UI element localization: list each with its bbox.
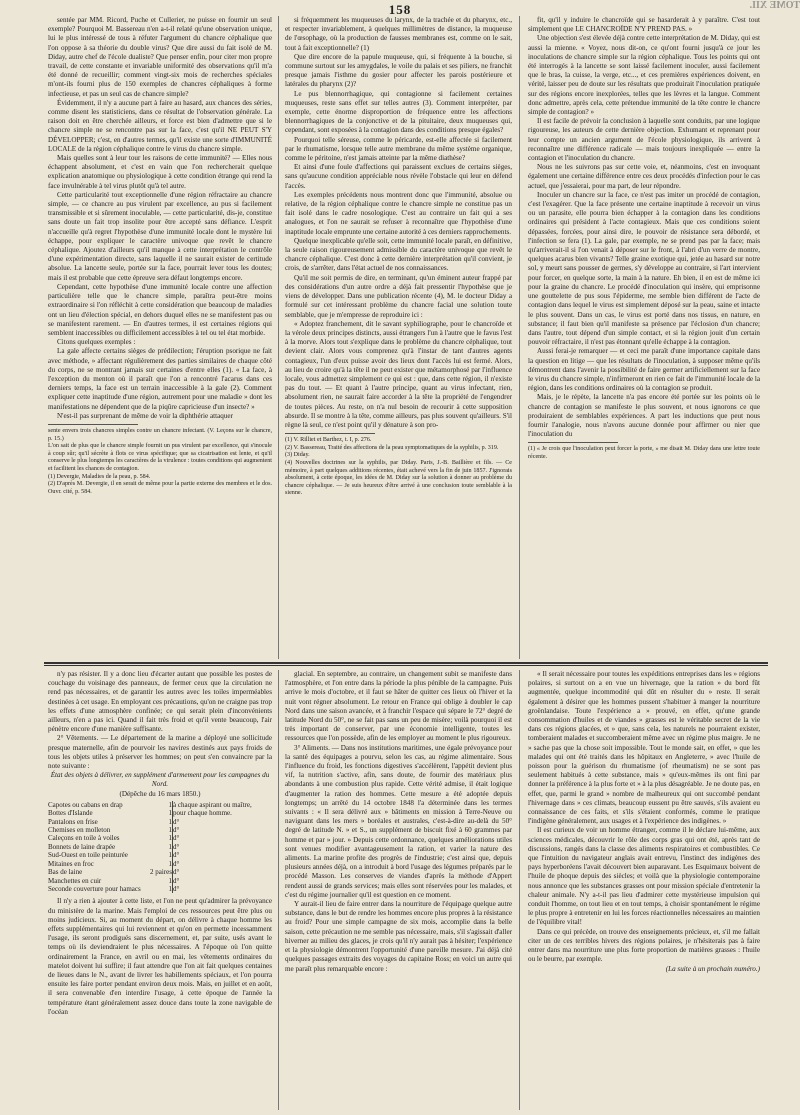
paragraph: sentée par MM. Ricord, Puche et Cullerier, ne puisse en fournir un seul exemple? Pourquoi M. Bassereau n'en a-t-il relaté qu'une observation unique, lui le plus intéressé de tous à réfuter l'argument du chancre céphalique que l'on oppose à sa théorie du double virus? Que dire aussi du fait isolé de M. Diday, autre chef de l'école dualiste? Que penser enfin, pour citer mon propre travail, de cette constante et invariable uniformité des observations qu'il m'a été donné de recueillir; comment vingt-six mois de recherches spéciales m'ont-ils fourni plus de 150 exemples de chancres céphaliques à forme infectieuse, et pas un seul cas de chancre simple?: [48, 16, 272, 98]
paragraph: Citons quelques exemples :: [57, 338, 136, 347]
item-note: d°: [173, 851, 273, 859]
item-name: Mitaines en froc: [48, 859, 94, 868]
paragraph: Dans ce qui précède, on trouve des enseignements précieux, et, s'il me fallait citer un de ces terribles hivers des régions polaires, je n'hésiterais pas à faire entrer dans ma nourriture une plus forte proportion de matières grasses : l'huile ou le beurre, par exemple.: [528, 927, 760, 964]
item-name: Caleçons en toile à voiles: [48, 834, 120, 843]
item-note: d°: [173, 834, 273, 842]
item-note: d°: [173, 843, 273, 851]
paragraph: Nous ne les suivrons pas sur cette voie, et, néanmoins, c'est en invoquant également une certaine différence entre ces deux procédés d'infection pour le cas actuel, que j'essaierai, pour ma part, de leur répondre.: [528, 163, 760, 190]
table-row: [48, 851, 272, 859]
paragraph: (1) V. Rilliet et Barthez, t. I, p. 276.: [285, 437, 372, 444]
bottom-col2-text: [285, 670, 512, 974]
table-row: [48, 809, 272, 817]
paragraph: Une objection s'est élevée déjà contre cette interprétation de M. Diday, qui est aussi la mienne. « Voyez, nous dit-on, ce qu'ont fourni jusqu'à ce jour les inoculations de chancre simple sur la région céphalique. Tous les points qui ont été interrogés à la lancette se sont laissé facilement inoculer, aussi facilement que le bras, la cuisse, la verge, etc..., et ces premières expériences doivent, en vérité, laisser peu de doute sur les résultats que produirait l'inoculation pratiquée sur des régions encore inexplorées, telles que les lèvres et la langue. Comment donc admettre, après cela, cette prétendue immunité de la tête contre le chancre simple de contagion? »: [528, 34, 760, 117]
paragraph: (2) D'après M. Devergie, il en serait de même pour la partie externe des membres et le dos. Ouvr. cité, p. 584.: [48, 481, 272, 495]
item-name: Bonnets de laine drapée: [48, 842, 116, 851]
table-row: [48, 843, 272, 851]
supply-table: [48, 801, 272, 893]
item-quantity: 1: [168, 876, 172, 885]
top-col2-footnotes: [285, 437, 512, 498]
table-row: [48, 877, 272, 885]
column-divider: [519, 16, 520, 659]
paragraph: (1) « Je crois que l'inoculation peut forcer la porte, » me disait M. Diday dans une lettre toute récente.: [528, 446, 760, 460]
paragraph: Qu'il me soit permis de dire, en terminant, qu'un éminent auteur frappé par des considérations d'un autre ordre a déjà fait pressentir l'hypothèse que je viens de développer. Dans une publication récente (4), M. le docteur Diday a formulé sur cet intéressant problème du chancre facial une solution toute semblable, que je m'empresse de reproduire ici :: [285, 273, 512, 319]
footnote-rule: [285, 433, 375, 434]
table-title: État des objets à délivrer, en supplément d'armement pour les campagnes du Nord.: [50, 771, 270, 789]
paragraph: (2) V. Bassereau, Traité des affections de la peau symptomatiques de la syphilis, p. 319.: [285, 444, 499, 451]
top-column-3: [528, 16, 760, 659]
paragraph: Cette particularité tout exceptionnelle d'une région réfractaire au chancre simple, — ce chancre au pus virulent par excellence, au pus si facilement transmissible et si sûrement inoculable, — cette particularité, dis-je, constitue sans doute un fait trop insolite pour être accepté sans défiance. L'esprit n'accueille qu'à regret l'hypothèse d'une immunité locale dont le mystère lui échappe, pour expliquer le caractère univoque que revêt le chancre céphalique. Ajoutez d'ailleurs qu'il manque à cette interprétation le contrôle d'une expérimentation directe, sans laquelle il ne saurait exister de certitude absolue. La lancette seule, portée sur la face, pourrait lever tous les doutes; mais il est probable que cette épreuve sera défaut longtemps encore.: [48, 190, 272, 282]
item-quantity: 1: [168, 817, 172, 826]
item-name: Bottes d'Islande: [48, 809, 93, 818]
item-quantity: 1: [168, 800, 172, 809]
item-note: d°: [173, 868, 273, 876]
top-col1-footnotes: [48, 428, 272, 496]
page-number: 158: [388, 2, 412, 17]
item-quantity: 1: [168, 809, 172, 818]
paragraph: 2° Vêtements. — Le département de la marine a déployé une sollicitude presque maternelle, afin de pourvoir les navires destinés aux pays froids de tous les objets utiles à préserver les hommes; on peut s'en convaincre par la note suivante :: [48, 734, 272, 771]
paragraph: « Adoptez franchement, dit le savant syphiliographe, pour le chancroïde et la vérole deux principes distincts, aussi étrangers l'un à l'autre que le favus l'est à la morve. Alors tout s'explique dans le problème du chancre céphalique, tout devient clair. Alors vous comprenez qu'à l'instar de tant d'autres agents contagieux, l'un d'eux puisse avoir des lieux dont l'accès lui est fermé. Alors, au lieu de croire qu'à la tête il ne peut exister que métamorphosé par l'influence locale, vous admettez simplement ce qui est : que, dans cette région, il n'existe pas du tout. — Et quant à l'autre principe, quant au virus infectant, rien, absolument rien, ne saurait faire accorder à la tête la propriété de l'engendrer de toutes pièces. Au reste, on n'a nul besoin de recourir à cette supposition absurde. Il se montre à la tête, comme ailleurs, pas plus souvent qu'ailleurs. S'il règne là seul, ce n'est point qu'il y dénature à son pro-: [285, 319, 512, 429]
item-note: d°: [173, 826, 273, 834]
paragraph: Mais, je le répète, la lancette n'a pas encore été portée sur les points où le chancre de contagion se manifeste le plus souvent, et nous ignorons ce que produiraient de semblables expériences. A part les inductions que peut nous fournir l'analogie, nous n'avons aucune donnée pour affirmer ou nier que l'inoculation du: [528, 393, 760, 439]
paragraph: Inoculer un chancre sur la face, ce n'est pas imiter un procédé de contagion, c'est l'exagérer. Que la face présente une certaine inaptitude à recevoir un virus ou un parasite, elle pourra bien échapper à la contagion dans les conditions ordinaires qui président à l'acte contagieux. Mais que ces conditions soient dépassées, forcées, pour ainsi dire, le pouvoir de résistance sera débordé, et l'infection se fera (1). La gale, par exemple, ne se prend pas par la face; mais qu'arriverait-il si l'on venait à déposer sur le front, à l'abri d'un verre de montre, quelques acarus bien vivants? Telle graine exotique qui, jetée au hasard sur notre sol, y meurt sans pousser de germes, s'y développe au contraire, si l'art intervient pour forcer, en quelque sorte, la main à la nature. Eh bien, il en est de même ici pour la graine du chancre. Le procédé d'inoculation qui insère, qui emprisonne une gouttelette de pus sous l'épiderme, me semble bien différent de l'acte de contagion dans lequel le virus est simplement déposé sur la peau, saine et intacte le plus souvent. Dans un cas, le virus est porté dans nos tissus, en nature, en substance; il faut bien qu'il manifeste sa présence par l'éclosion d'un chancre; dans l'autre, tout dépend d'un simple contact, et si la région jouit d'un certain pouvoir réfractaire, il n'est pas étonnant qu'elle échappe à la contagion.: [528, 190, 760, 347]
table-date: (Dépêche du 16 mars 1850.): [119, 789, 201, 798]
table-row: [48, 818, 272, 826]
bottom-col1-text-b: [48, 897, 272, 1017]
paragraph: (3) Diday.: [285, 452, 310, 459]
item-note: pour chaque homme.: [173, 809, 273, 817]
paragraph: fit, qu'il y induire le chancroïde qui se hasarderait à y paraître. C'est tout simplement que LE CHANCROÏDE N'Y PREND PAS. »: [528, 16, 760, 34]
paragraph: N'est-il pas surprenant de même de voir la diphthérie attaquer: [57, 411, 233, 420]
paragraph: Cependant, cette hypothèse d'une immunité locale contre une affection particulière telle que le chancre simple, paraîtra peut-être moins extraordinaire si l'on réfléchit à cette considération que beaucoup de maladies ont un lieu d'élection spécial, en dehors duquel elles ne se manifestent pas ou se manifestent rarement. — En d'autres termes, il est certaines régions qui semblent inaccessibles ou difficilement accessibles à tel ou tel état morbide.: [48, 282, 272, 337]
paragraph: Il est curieux de voir un homme étranger, comme il le déclare lui-même, aux sciences médicales, découvrir le rôle des corps gras qui ont été, après tant de discussions, rangés dans la classe des aliments respiratoires et combustibles. Ce que l'intuition du navigateur anglais avait entrevu, l'instinct des indigènes des pays hyperboréens l'avait découvert bien auparavant. Les Esquimaux boivent de l'huile de phoque depuis des siècles; et voilà que la physiologie contemporaine nous annonce que les substances grasses ont pour mission spéciale d'entretenir la chaleur animale. N'y a-t-il pas lieu d'admirer cette mystérieuse impulsion qui conduit l'homme, on tout lieu et en tout temps, à choisir spontanément le régime le plus propre à entretenir en lui les forces réactionnelles nécessaires au maintien de l'équilibre vital!: [528, 826, 760, 927]
bottom-column-1: [48, 670, 272, 1110]
top-col3-footnotes: [528, 446, 760, 461]
item-note: d°: [173, 818, 273, 826]
paragraph: (4) Nouvelles doctrines sur la syphilis, par Diday. Paris, J.-B. Baillière et fils. — Ce mémoire, à part quelques additions récentes, était achevé vers la fin de juin 1857. J'ignorais absolument, à cette époque, les idées de M. Diday sur la solution à donner au problème du chancre céphalique. — Je suis heureux d'être arrivé à une conclusion toute semblable à la sienne.: [285, 459, 512, 497]
column-divider: [278, 16, 279, 659]
continuation-note: (La suite à un prochain numéro.): [665, 964, 760, 973]
column-divider: [278, 670, 279, 1110]
paragraph: sente envers trois chancres simples contre un chancre infectant. (V. Leçons sur le chancre, p. 15.): [48, 427, 272, 442]
item-name: Pantalons en frise: [48, 817, 98, 826]
paragraph: Mais quelles sont à leur tour les raisons de cette immunité? — Elles nous échappent absolument, et c'est en vain que l'on rechercherait quelque explication anatomique ou physiologique à cette condition étrange qui rend la face invulnérable à tel virus plutôt qu'à tel autre.: [48, 154, 272, 190]
footnote-rule: [528, 442, 618, 443]
table-row: [48, 834, 272, 842]
item-quantity: 1: [168, 851, 172, 860]
item-note: à chaque aspirant ou maître,: [173, 801, 273, 809]
paragraph: La gale affecte certains sièges de prédilection; l'éruption psorique ne fait avec méthode, » affectant régulièrement des parties similaires de chaque côté du corps, ne se montrant jamais sur certaines d'entre elles (1). « La face, à l'exception du menton où il paraît que l'on a rencontré l'acarus dans ces derniers temps, la face est un terrain inaccessible à la gale (2). Comment expliquer cette inaptitude d'une région, autrement pour une maladie » dont les manifestations ne dépendent que de la piqûre capricieuse d'un insecte? »: [48, 347, 272, 411]
paragraph: si fréquemment les muqueuses du larynx, de la trachée et du pharynx, etc., et respecter invariablement, à quelques millimètres de distance, la muqueuse de l'œsophage, où la production de fausses membranes est, comme on le sait, tout à fait exceptionnelle? (1): [285, 16, 512, 52]
item-quantity: 1: [168, 834, 172, 843]
item-note: d°: [173, 877, 273, 885]
paragraph: Quelque inexplicable qu'elle soit, cette immunité locale paraît, en définitive, la seule raison rigoureusement admissible du caractère univoque que revêt le chancre céphalique. C'est donc à cette dernière interprétation qu'il convient, je crois, de s'arrêter, dans l'état actuel de nos connaissances.: [285, 236, 512, 273]
item-name: Seconde couverture pour hamacs: [48, 884, 141, 893]
paragraph: Évidemment, il n'y a aucune part à faire au hasard, aux chances des séries, comme disent les statisticiens, dans ce résultat de l'observation générale. La raison doit en être cherchée ailleurs, et force est bien d'admettre que si le chancre simple ne se rencontre pas sur la face, c'est qu'il NE PEUT S'Y DÉVELOPPER; c'est, en d'autres termes, qu'il existe une sorte d'IMMUNITÉ LOCALE de la région céphalique contre le virus du chancre simple.: [48, 98, 272, 153]
paragraph: Aussi ferai-je remarquer — et ceci me paraît d'une importance capitale dans la question en litige — que les résultats de l'inoculation, à supposer même qu'ils démontrent dans l'avenir la possibilité de faire germer artificiellement sur la face le virus du chancre simple, n'infirmeront en rien ce fait de l'immunité locale de la région, dans les conditions ordinaires où la contagion se produit.: [528, 347, 760, 393]
item-quantity: 2 paires: [150, 868, 172, 877]
top-col2-text: [285, 16, 512, 430]
bleed-through-text: TOME XII.: [749, 0, 800, 11]
table-row: [48, 860, 272, 868]
paragraph: (1) Devergie, Maladies de la peau, p. 584.: [48, 473, 151, 480]
paragraph: L'on sait de plus que le chancre simple fournit un pus virulent par excellence, qui s'inocule à coup sûr; qu'il sécrète à flots ce virus spécifique; que sa cicatrisation est lente, et qu'il conserve le plus longtemps les caractères de la virulence : toutes conditions qui augmentent et facilitent les chances de contagion.: [48, 443, 272, 472]
section-rule-thin: [44, 665, 768, 666]
paragraph: Y aurait-il lieu de faire entrer dans la nourriture de l'équipage quelque autre substance, dans le but de rendre les hommes encore plus propres à la résistance au froid? Pour une simple campagne de six mois, accomplie dans la belle saison, cette précaution ne me semble pas nécessaire, mais, s'il s'agissait d'aller hiverner au milieu des glaces, je crois qu'il n'y aurait pas à hésiter; l'expérience et la physiologie démontrent l'opportunité d'une pareille mesure. J'ai déjà cité quelques passages extraits des voyages du capitaine Ross; en voici un autre qui me paraît plus remarquable encore :: [285, 900, 512, 973]
paragraph: Il est facile de prévoir la conclusion à laquelle sont conduits, par une logique rigoureuse, les auteurs de cette dernière objection. Exhumant et reprenant pour leur compte un ancien argument de l'école physiologique, ils arrivent à reconnaître une différence radicale — mais toujours inexpliquée — entre la contagion et l'inoculation du chancre.: [528, 117, 760, 163]
item-note: d°: [173, 860, 273, 868]
table-row: [48, 885, 272, 893]
bottom-col3-text: [528, 670, 760, 965]
top-col3-text: [528, 16, 760, 439]
bottom-col1-text-a: [48, 670, 272, 771]
paragraph: Que dire encore de la papule muqueuse, qui, si fréquente à la bouche, si commune surtout sur les amygdales, le voile du palais et ses piliers, ne franchit presque jamais l'isthme du gosier pour affecter les parois postérieure et latérales du pharynx (2)?: [285, 52, 512, 89]
table-row: [48, 801, 272, 809]
item-quantity: 1: [168, 826, 172, 835]
top-col1-text: [48, 16, 272, 421]
paragraph: Il n'y a rien à ajouter à cette liste, et l'on ne peut qu'admirer la prévoyance du ministère de la marine. Mais l'emploi de ces ressources peut être plus ou moins judicieux. Si, au moment du départ, on délivre à chaque homme les effets supplémentaires qui lui reviennent et qu'on en permette incessamment l'usage, ils seront prodigués sans discernement, et, par suite, usés avant le temps où ils deviendraient le plus nécessaires. A l'époque où l'on quitte ordinairement la France, en avril ou en mai, les vêtements ordinaires du matelot doivent lui suffire; il faut attendre que l'on ait fait quelques centaines de lieues dans le N., avant de livrer les habillements spéciaux, et l'on pourra ensuite les faire porter pendant environ deux mois. Mais, en juillet et en août, il sera convenable d'en interdire l'usage, à cette époque de l'année la température étant généralement assez douce dans toute la zone navigable de l'océan: [48, 897, 272, 1016]
top-column-1: [48, 16, 272, 659]
item-quantity: 1: [168, 842, 172, 851]
paragraph: glacial. En septembre, au contraire, un changement subit se manifeste dans l'atmosphère, et l'on entre dans la période la plus pénible de la campagne. Puis arrive le mois d'octobre, et il faut se hâter de quitter ces lieux où l'hiver et la nuit vont régner absolument. Le retour en France qui oblige à doubler le cap Nord dans une saison avancée, et à franchir l'espace qui sépare le 72° degré de latitude Nord du 50°, ne se fait pas sans un peu de misère; voilà pourquoi il est très important de conserver, par une économie intelligente, toutes les ressources que l'on possède, afin de les employer au moment le plus rigoureux.: [285, 670, 512, 743]
table-row: [48, 826, 272, 834]
item-name: Sud-Ouest en toile peinturée: [48, 851, 128, 860]
item-quantity: 1: [168, 884, 172, 893]
section-rule: [44, 662, 768, 664]
paragraph: Le pus blennorrhagique, qui contagionne si facilement certaines muqueuses, reste sans effet sur telles autres (3). Comment interpréter, par exemple, cette énorme disproportion de fréquence entre les affections blennorrhagiques de la conjonctive et de la pituitaire, deux muqueuses qui, cependant, sont exposées à la contagion dans des conditions presque égales?: [285, 89, 512, 135]
item-name: Chemises en molleton: [48, 826, 111, 835]
item-name: Manchettes en cuir: [48, 876, 102, 885]
footnote-rule: [48, 424, 138, 425]
column-divider: [519, 670, 520, 1110]
paragraph: Les exemples précédents nous montrent donc que l'immunité, absolue ou relative, de la région céphalique contre le chancre simple ne constitue pas un fait isolé dans le cadre nosologique. C'est au contraire un fait qui a ses analogues, et l'on ne saurait se refuser à reconnaître que l'hypothèse d'une inaptitude locale emprunte une certaine autorité à ces derniers rapprochements.: [285, 190, 512, 236]
top-column-2: [285, 16, 512, 659]
paragraph: 3° Aliments. — Dans nos institutions maritimes, une égale prévoyance pour la santé des équipages a pourvu, selon les cas, au régime alimentaire. Sous l'influence du froid, les fonctions digestives s'accélèrent, l'appétit devient plus vif, la nutrition s'active, afin, sans doute, de fournir des matériaux plus abondants à une combustion plus rapide. Cette vérité admise, il était logique d'augmenter la ration des hommes. Cette mesure a été adoptée depuis longtemps; un arrêté du 14 octobre 1848 l'a déterminée dans les termes suivants : « Il sera délivré aux » bâtiments en mission à Terre-Neuve ou naviguant dans les mers » boréales et australes, c'est-à-dire au-delà du 50° degré de latitude N. » et S., un supplément de biscuit fixé à 60 grammes par homme et par » jour. » Depuis cette ordonnance, quelques améliorations utiles sont venues modifier avantageusement la ration, et varier la nature des aliments. La marine profite des progrès de l'industrie; c'est ainsi que, depuis plusieurs années déjà, on a introduit à bord l'usage des légumes préparés par le procédé Masson. Les conserves de viandes d'après la méthode d'Appert rendent aussi de grands services; mais elles sont réservées pour les malades, et c'est du régime journalier qu'il est question en ce moment.: [285, 743, 512, 899]
paragraph: Pourquoi telle séreuse, comme le péricarde, est-elle affectée si facilement par le rhumatisme, lorsque telle autre membrane du même système organique, comme le péritoine, n'est jamais atteinte par la même diathèse?: [285, 135, 512, 163]
paragraph: « Il serait nécessaire pour toutes les expéditions entreprises dans les » régions polaires, si surtout on a en vue un hivernage, que la ration » du bord fût augmentée, quelque incommodité qui dût en résulter du » reste. Il serait également à désirer que les hommes pussent s'habituer à manger la nourriture groënlandaise. Toute l'expérience a » prouvé, en effet, qu'une grande consommation d'huiles et de viandes » grasses est le véritable secret de la vie dans ces régions glacées, et » que, sans cela, les naturels ne pourraient exister, tomberaient malades et succomberaient même avec un régime plus maigre. Je ne » sache pas que la chose soit impossible. Tout le monde sait, en effet, » que les malades qui ont été traités dans les hôpitaux en Angleterre, » avec l'huile de poisson pour la guérison du rhumatisme (of rheumatism) ne se sont pas seulement habitués à cette substance, mais » qu'eux-mêmes ils ont fini par donner la préférence à la plus forte et » à la plus désagréable. Je ne doute pas, en effet, que, parmi le grand » nombre de malheureux qui ont succombé pendant l'hivernage dans » ces climats, beaucoup eussent pu être sauvés, s'ils avaient eu connaissance de ces faits, et s'ils s'étaient conformés, comme le pratique l'indigène généralement, aux usages et à l'expérience des indigènes. »: [528, 670, 760, 826]
item-name: Capotes ou cabans en drap: [48, 800, 123, 809]
item-name: Bas de laine: [48, 868, 83, 877]
item-note: d°: [173, 885, 273, 893]
paragraph: Et ainsi d'une foule d'affections qui paraissent exclues de certains sièges, sans qu'aucune condition appréciable nous révèle l'obstacle qui leur en défend l'accès.: [285, 163, 512, 190]
bottom-column-2: [285, 670, 512, 1110]
bottom-column-3: [528, 670, 760, 1110]
paragraph: n'y pas résister. Il y a donc lieu d'écarter autant que possible les postes de couchage du voisinage des panneaux, de fermer ceux que la circulation ne rend pas nécessaires, et de garantir les autres avec les toiles imperméables destinées à cet usage. En employant ces précautions, qu'on ne craigne pas trop les effets d'une atmosphère confinée; ce qui serait plein d'inconvénients ailleurs, n'en a pas ici. Quand il fait très froid et qu'il vente beaucoup, l'air pénètre encore d'une manière suffisante.: [48, 670, 272, 734]
item-quantity: 1: [168, 859, 172, 868]
table-row: [48, 868, 272, 876]
